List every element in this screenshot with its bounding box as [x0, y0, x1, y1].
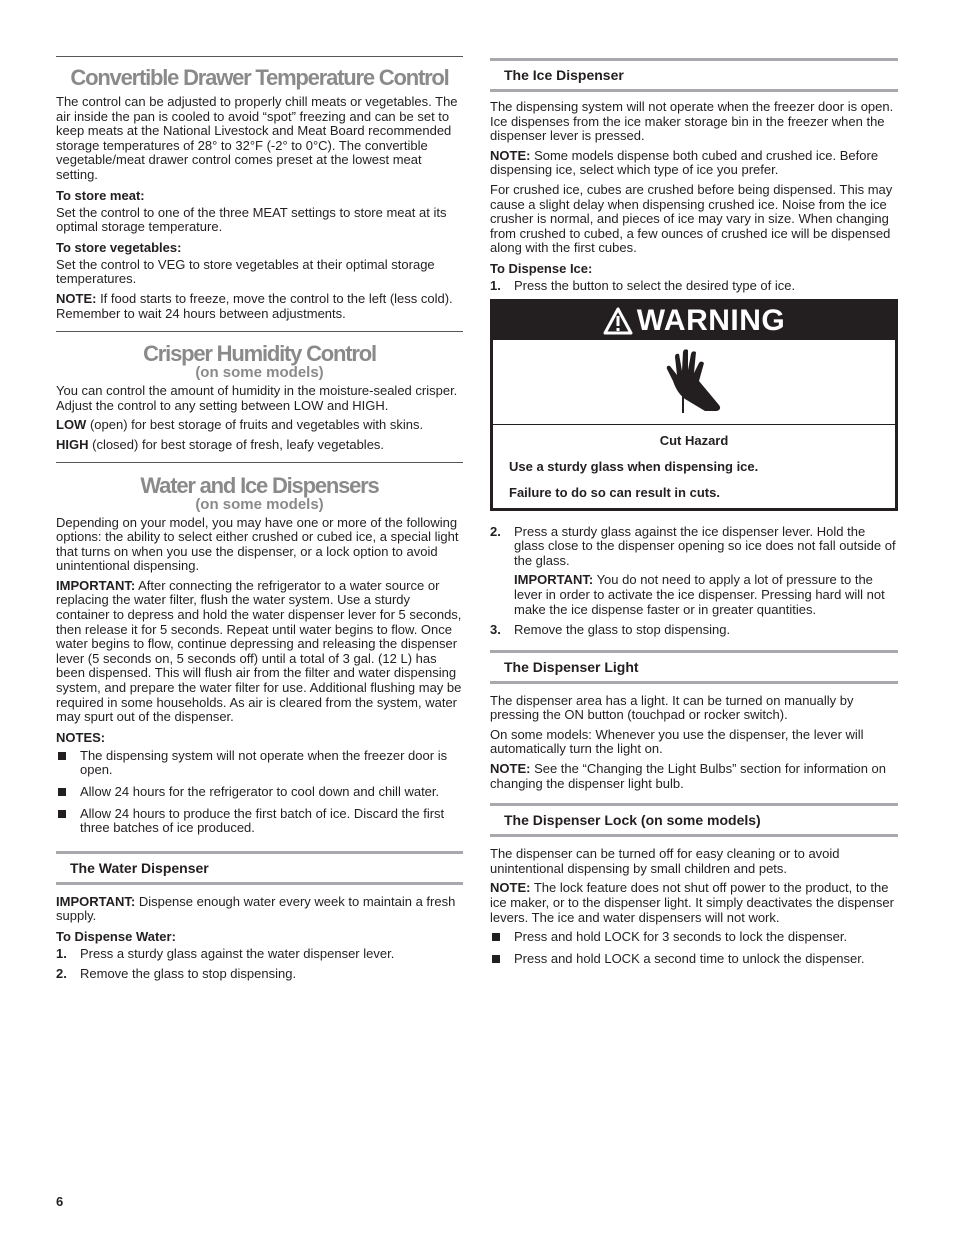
cut-hazard-title: Cut Hazard — [659, 432, 729, 448]
ice-dispenser-important: IMPORTANT: You do not need to apply a lot of pressure to the lever in order to activate the ice dispenser. Pressing hard will not make the ice dispense faster or in greater quantities. — [514, 572, 885, 617]
warning-box — [490, 299, 898, 511]
dispenser-light-p1: The dispenser area has a light. It can be turned on manually by pressing the ON button (touchpad or rocker switch). — [490, 692, 854, 723]
convertible-drawer-title: Convertible Drawer Temperature Control — [70, 65, 449, 90]
convertible-note: NOTE: If food starts to freeze, move the control to the left (less cold). Remember to wait 24 hours between adjustments. — [56, 290, 453, 321]
dispenser-light-note: NOTE: See the “Changing the Light Bulbs” section for information on changing the dispenser light bulb. — [490, 761, 886, 791]
cut-hazard-image — [493, 340, 895, 425]
dispense-ice-step-2 — [490, 525, 898, 569]
right-column — [490, 0, 898, 973]
water-ice-intro: Depending on your model, you may have one or more of the following options: the ability to select either crushed or cubed ice, a special light that turns on when you use the dispenser, or a lock option to avoid unintentional dispensing. — [56, 514, 459, 574]
list-item: Press and hold LOCK for 3 seconds to lock the dispenser. — [490, 930, 898, 945]
list-item: 1. Press the button to select the desired type of ice. — [490, 277, 796, 293]
list-item: 1. Press a sturdy glass against the water dispenser lever. — [56, 945, 395, 961]
cut-hazard-hand-icon — [659, 347, 729, 417]
list-item: 2. Press a sturdy glass against the ice dispenser lever. Hold the glass close to the dispenser opening so ice does not fall outside of the glass. — [490, 523, 896, 568]
dispenser-lock-heading: The Dispenser Lock (on some models) — [490, 803, 898, 837]
warning-label: WARNING — [636, 303, 786, 337]
dispense-ice-step-1 — [490, 279, 898, 294]
water-ice-dispensers-title: Water and Ice Dispensers — [140, 472, 379, 498]
section-divider — [56, 462, 463, 463]
warning-line-1: Use a sturdy glass when dispensing ice. — [509, 458, 759, 474]
crisper-low: LOW (open) for best storage of fruits and vegetables with skins. — [56, 417, 424, 433]
store-vegetables-heading: To store vegetables: — [56, 239, 182, 255]
ice-dispenser-intro: The dispensing system will not operate when the freezer door is open. Ice dispenses from the ice maker storage bin in the freezer when the dispenser lever is pressed. — [490, 99, 894, 144]
crisper-high: HIGH (closed) for best storage of fresh, leafy vegetables. — [56, 436, 385, 452]
ice-dispenser-note: NOTE: Some models dispense both cubed and crushed ice. Before dispensing ice, select which type of ice you prefer. — [490, 147, 879, 178]
water-ice-important: IMPORTANT: After connecting the refrigerator to a water source or replacing the water filter, flush the water system. Use a sturdy container to depress and hold the water dispenser lever for 5 seconds, then release it for 5 seconds. Repeat until water begins to flow. Once water begins to flow, continue depressing and releasing the dispenser lever (5 seconds on, 5 seconds off) until a total of 3 gal. (12 L) has been dispensed. This will flush air from the filter and water dispensing system, and prepare the water filter for use. Additional flushing may be required in some households. As air is cleared from the system, water may spurt out of the dispenser. — [56, 577, 462, 725]
section-divider — [56, 331, 463, 332]
lock-steps-list — [490, 930, 898, 966]
list-item: Allow 24 hours for the refrigerator to cool down and chill water. — [56, 785, 463, 800]
store-meat-heading: To store meat: — [56, 187, 145, 203]
dispenser-lock-p1: The dispenser can be turned off for easy cleaning or to avoid unintentional dispensing by small children and pets. — [490, 846, 840, 876]
water-ice-subtitle: (on some models) — [195, 495, 324, 513]
dispense-water-steps — [56, 947, 463, 981]
list-item: Allow 24 hours to produce the first batch of ice. Discard the first three batches of ice produced. — [56, 807, 463, 836]
dispense-ice-step-3 — [490, 623, 898, 638]
warning-text — [493, 425, 895, 508]
section-divider — [56, 56, 463, 57]
page-number: 6 — [56, 1194, 64, 1209]
store-meat-text: Set the control to one of the three MEAT settings to store meat at its optimal storage temperature. — [56, 204, 447, 235]
convertible-intro: The control can be adjusted to properly chill meats or vegetables. The air inside the pan is cooled to avoid “spot” freezing and can be set to keep meats at the National Livestock and Meat Board recommended storage temperatures of 28° to 32°F (-2° to 0°C). The convertible vegetable/meat drawer control comes preset at the lowest meat setting. — [56, 94, 458, 182]
dispenser-light-heading: The Dispenser Light — [490, 650, 898, 684]
store-vegetables-text: Set the control to VEG to store vegetables at their optimal storage temperatures. — [56, 256, 435, 287]
notes-list — [56, 749, 463, 836]
water-dispenser-heading: The Water Dispenser — [56, 851, 463, 885]
ice-dispenser-heading: The Ice Dispenser — [490, 58, 898, 92]
crisper-humidity-title: Crisper Humidity Control — [143, 341, 376, 367]
water-dispenser-important: IMPORTANT: Dispense enough water every week to maintain a fresh supply. — [56, 893, 456, 924]
crushed-ice-text: For crushed ice, cubes are crushed before being dispensed. This may cause a slight delay when dispensing crushed ice. Noise from the ice crusher is normal, and pieces of ice may vary in size. When changing from crushed to cubed, a few ounces of crushed ice will be dispensed along with the first cubes. — [490, 181, 893, 256]
crisper-subtitle: (on some models) — [195, 364, 324, 382]
dispense-water-heading: To Dispense Water: — [56, 928, 176, 944]
list-item: Press and hold LOCK a second time to unlock the dispenser. — [490, 952, 898, 967]
warning-header — [493, 302, 895, 340]
dispenser-lock-note: NOTE: The lock feature does not shut off power to the product, to the ice maker, or to the dispenser light. It simply deactivates the dispenser levers. The ice and water dispensers will not work. — [490, 880, 894, 925]
warning-line-2: Failure to do so can result in cuts. — [509, 484, 720, 500]
dispense-ice-heading: To Dispense Ice: — [490, 260, 593, 276]
list-item: The dispensing system will not operate when the freezer door is open. — [56, 749, 463, 778]
left-column — [56, 0, 463, 986]
dispenser-light-p2: On some models: Whenever you use the dispenser, the lever will automatically turn the light on. — [490, 726, 864, 757]
list-item: 3. Remove the glass to stop dispensing. — [490, 622, 731, 638]
list-item: 2. Remove the glass to stop dispensing. — [56, 965, 297, 981]
warning-triangle-icon — [603, 307, 633, 335]
crisper-intro: You can control the amount of humidity in the moisture-sealed crisper. Adjust the control to any setting between LOW and HIGH. — [56, 383, 458, 413]
notes-heading: NOTES: — [56, 729, 106, 745]
